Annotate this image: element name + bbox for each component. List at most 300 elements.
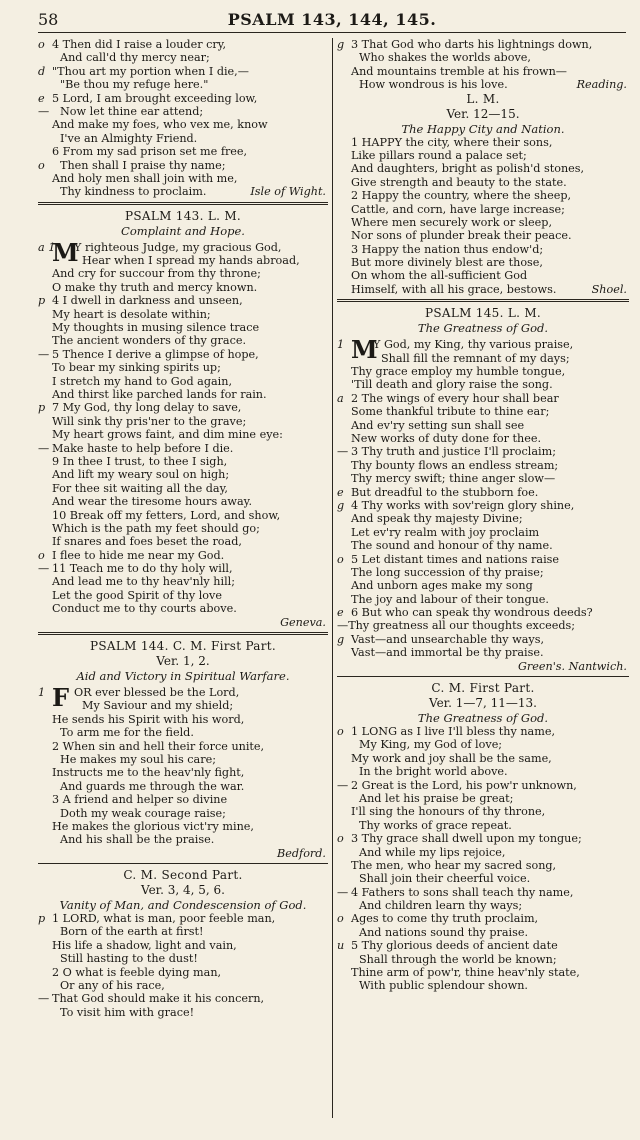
verse-text: 3 Thy grace shall dwell upon my tongue;	[351, 832, 582, 846]
verse-text: But more divinely blest are those,	[351, 256, 543, 270]
verse-line	[337, 805, 629, 818]
dynamics-mark: o	[337, 552, 344, 566]
verse-text: Shall fill the remnant of my days;	[381, 351, 570, 365]
verse-text: Thy mercy swift; thine anger slow—	[351, 472, 556, 486]
verse-text: O make thy truth and mercy known.	[52, 280, 258, 294]
verse-text: He sends his Spirit with his word,	[52, 712, 245, 726]
verse-text: 'Till death and glory raise the song.	[351, 378, 553, 392]
verse-line	[38, 401, 328, 414]
verse-line	[38, 562, 328, 575]
verse-text: And wear the tiresome hours away.	[52, 495, 253, 509]
verse-line	[38, 455, 328, 468]
verse-text: His life a shadow, light and vain,	[52, 938, 237, 952]
verse-line	[337, 765, 629, 778]
verse-text: 3 Happy the nation thus endow'd;	[351, 242, 544, 256]
verse-text: Let the good Spirit of thy love	[52, 588, 222, 602]
verse-line	[337, 243, 629, 256]
verse-text: Thine arm of pow'r, thine heav'nly state,	[351, 966, 580, 980]
verse-line	[337, 269, 629, 282]
verse-text: And make my foes, who vex me, know	[52, 118, 268, 132]
verse-text: Ages to come thy truth proclaim,	[351, 912, 539, 926]
verse-text: Cattle, and corn, have large increase;	[351, 202, 565, 216]
dynamics-mark: e	[337, 606, 344, 620]
dynamics-mark: 1	[337, 338, 345, 352]
tune-name: Isle of Wight.	[250, 185, 326, 199]
verse-line	[337, 203, 629, 216]
second-part-subtitle: Vanity of Man, and Condescension of God.	[59, 898, 307, 913]
verse-line	[38, 267, 328, 280]
verse-line	[38, 375, 328, 388]
verse-text: 2 The wings of every hour shall bear	[351, 391, 559, 405]
verse-line	[38, 468, 328, 481]
verse-text: 4 Thy works with sov'reign glory shine,	[351, 498, 575, 512]
tune-name: Bedford.	[277, 846, 326, 860]
running-title: PSALM 143, 144, 145.	[227, 10, 437, 29]
dynamics-mark: p	[38, 294, 46, 308]
verse-line	[38, 172, 328, 185]
verse-line	[38, 348, 328, 361]
verse-text: My Saviour and my shield;	[82, 699, 234, 713]
second-part-verses: Ver. 3, 4, 5, 6.	[141, 883, 225, 898]
verse-line	[337, 566, 629, 579]
verse-line	[337, 162, 629, 175]
verse-line	[337, 216, 629, 229]
verse-text: To visit him with grace!	[60, 1005, 195, 1019]
verse-line	[38, 321, 328, 334]
verse-text: Himself, with all his grace, bestows.	[351, 282, 557, 296]
section-rule	[337, 676, 629, 677]
tune-name: Geneva.	[280, 615, 326, 629]
tune-name: Green's. Nantwich.	[517, 659, 627, 673]
verse-text: 7 My God, thy long delay to save,	[52, 401, 242, 415]
verse-line	[337, 432, 629, 445]
psalm-144-second-part-conclusion	[337, 38, 629, 92]
verse-line	[38, 118, 328, 131]
verse-line	[38, 522, 328, 535]
dynamics-mark: —	[38, 347, 50, 361]
verse-text: To arm me for the field.	[60, 726, 194, 740]
psalm-144-heading: PSALM 144. C. M. First Part.	[89, 639, 277, 654]
verse-text: 11 Teach me to do thy holy will,	[52, 562, 233, 576]
tune-name: Shoel.	[591, 282, 627, 296]
lm-verses: Ver. 12—15.	[446, 106, 520, 121]
verse-line	[38, 699, 328, 712]
verse-text: And mountains tremble at his frown—	[351, 64, 567, 78]
dynamics-mark: —	[38, 562, 50, 576]
verse-line	[337, 859, 629, 872]
dynamics-mark: a 1	[38, 240, 56, 254]
verse-line	[337, 939, 629, 952]
verse-line	[38, 308, 328, 321]
dynamics-mark: —	[38, 104, 50, 118]
verse-line	[38, 65, 328, 78]
verse-text: Thy bounty flows an endless stream;	[351, 458, 559, 472]
verse-line	[38, 979, 328, 992]
page-number: 58	[38, 10, 59, 29]
verse-line	[38, 713, 328, 726]
verse-text: And his shall be the praise.	[60, 833, 215, 847]
verse-line	[337, 486, 629, 499]
section-rule	[38, 632, 328, 635]
verse-text: My thoughts in musing silence trace	[52, 321, 260, 335]
psalm-144-second-part-text	[38, 912, 328, 1019]
verse-line	[38, 740, 328, 753]
happy-city-text	[337, 136, 629, 297]
verse-text: 10 Break off my fetters, Lord, and show,	[52, 508, 281, 522]
verse-text: My King, my God of love;	[359, 738, 503, 752]
dynamics-mark: o	[337, 912, 344, 926]
verse-text: And thirst like parched lands for rain.	[52, 387, 267, 401]
verse-line	[337, 899, 629, 912]
verse-text: I flee to hide me near my God.	[52, 548, 225, 562]
verse-text: And call'd thy mercy near;	[60, 51, 210, 65]
verse-line	[337, 819, 629, 832]
verse-text: 3 That God who darts his lightnings down,	[351, 38, 593, 51]
verse-line	[337, 953, 629, 966]
psalm-145-subtitle: The Greatness of God.	[417, 321, 549, 336]
verse-text: 4 Fathers to sons shall teach thy name,	[351, 885, 574, 899]
verse-text: And unborn ages make my song	[351, 579, 533, 593]
verse-text: The sound and honour of thy name.	[351, 539, 553, 553]
verse-text: 6 From my sad prison set me free,	[52, 145, 248, 159]
dynamics-mark: p	[38, 912, 46, 926]
verse-text: I've an Almighty Friend.	[60, 131, 198, 145]
verse-line	[38, 105, 328, 118]
verse-line	[38, 820, 328, 833]
verse-line	[38, 780, 328, 793]
verse-text: That God should make it his concern,	[52, 992, 265, 1006]
psalm-145-heading: PSALM 145. L. M.	[424, 306, 542, 321]
verse-text: And cry for succour from thy throne;	[52, 267, 261, 281]
verse-text: 5 Let distant times and nations raise	[351, 552, 560, 566]
verse-text: Conduct me to thy courts above.	[52, 602, 237, 616]
verse-text: Give strength and beauty to the state.	[351, 175, 567, 189]
verse-line	[38, 575, 328, 588]
verse-line	[38, 535, 328, 548]
dynamics-mark: o	[337, 832, 344, 846]
verse-line	[38, 966, 328, 979]
verse-line	[337, 352, 629, 365]
verse-text: Which is the path my feet should go;	[52, 521, 260, 535]
verse-line	[38, 833, 328, 846]
verse-text: 1 LORD, what is man, poor feeble man,	[52, 912, 276, 926]
verse-text: And speak thy majesty Divine;	[351, 512, 523, 526]
verse-line	[337, 792, 629, 805]
verse-line	[38, 482, 328, 495]
cm-verses: Ver. 1—7, 11—13.	[429, 696, 537, 711]
verse-text: Vast—and immortal be thy praise.	[351, 646, 544, 660]
verse-line	[337, 499, 629, 512]
dynamics-mark: o	[337, 725, 344, 739]
verse-line	[337, 738, 629, 751]
verse-line	[337, 619, 629, 632]
dynamics-mark: u	[337, 939, 345, 953]
verse-line	[38, 952, 328, 965]
verse-line	[38, 78, 328, 91]
verse-text: Where men securely work or sleep,	[351, 215, 553, 229]
verse-text: Y righteous Judge, my gracious God,	[74, 240, 282, 254]
dynamics-mark: 1	[38, 686, 46, 700]
verse-text: Then shall I praise thy name;	[60, 158, 226, 172]
tune-name: Reading.	[576, 78, 627, 92]
verse-line	[337, 872, 629, 885]
verse-text: And children learn thy ways;	[359, 899, 523, 913]
verse-text: 2 When sin and hell their force unite,	[52, 739, 265, 753]
verse-text: 1 LONG as I live I'll bless thy name,	[351, 725, 555, 739]
verse-text: My heart grows faint, and dim mine eye:	[52, 428, 283, 442]
verse-line	[337, 725, 629, 738]
verse-line	[38, 807, 328, 820]
verse-line	[38, 185, 328, 198]
verse-line	[337, 365, 629, 378]
verse-text: He makes the glorious vict'ry mine,	[52, 819, 254, 833]
verse-text: Will sink thy pris'ner to the grave;	[52, 414, 247, 428]
verse-text: My work and joy shall be the same,	[351, 751, 552, 765]
section-rule	[337, 299, 629, 302]
verse-text: But dreadful to the stubborn foe.	[351, 485, 539, 499]
verse-text: And guards me through the war.	[60, 779, 245, 793]
verse-text: Thy works of grace repeat.	[359, 818, 512, 832]
verse-line	[337, 979, 629, 992]
verse-line	[337, 553, 629, 566]
verse-text: New works of duty done for thee.	[351, 431, 542, 445]
verse-line	[38, 549, 328, 562]
psalm-143-heading: PSALM 143. L. M.	[124, 208, 242, 223]
verse-line	[38, 912, 328, 925]
verse-text: I stretch my hand to God again,	[52, 374, 233, 388]
section-rule	[38, 863, 328, 864]
verse-text: 3 A friend and helper so divine	[52, 793, 228, 807]
verse-text: How wondrous is his love.	[359, 78, 508, 92]
psalm-143-subtitle: Complaint and Hope.	[121, 223, 245, 238]
verse-text: For thee sit waiting all the day,	[52, 481, 228, 495]
verse-text: 4 Then did I raise a louder cry,	[52, 38, 227, 51]
dynamics-mark: g	[337, 38, 345, 51]
verse-text: I'll sing the honours of thy throne,	[351, 805, 546, 819]
verse-line	[337, 752, 629, 765]
verse-line	[38, 281, 328, 294]
verse-line	[38, 753, 328, 766]
verse-line	[337, 459, 629, 472]
verse-line	[337, 593, 629, 606]
verse-line	[38, 939, 328, 952]
verse-line	[337, 256, 629, 269]
verse-line	[337, 526, 629, 539]
cm-subtitle: The Greatness of God.	[417, 711, 549, 726]
verse-line	[337, 606, 629, 619]
drop-cap: M	[52, 237, 79, 267]
verse-line	[337, 832, 629, 845]
verse-text: To bear my sinking spirits up;	[52, 361, 221, 375]
verse-line	[337, 966, 629, 979]
verse-text: 5 Lord, I am brought exceeding low,	[52, 91, 258, 105]
running-head	[38, 8, 626, 33]
verse-text: "Be thou my refuge here."	[60, 78, 209, 92]
verse-line	[337, 579, 629, 592]
verse-line	[337, 65, 629, 78]
verse-line	[38, 766, 328, 779]
verse-line	[38, 334, 328, 347]
column-divider	[332, 38, 333, 1118]
dynamics-mark: —	[337, 885, 349, 899]
right-column	[337, 38, 629, 993]
verse-text: Still hasting to the dust!	[60, 952, 198, 966]
verse-line	[337, 912, 629, 925]
verse-line	[337, 405, 629, 418]
psalm-145-text	[337, 335, 629, 660]
verse-text: Instructs me to the heav'nly fight,	[52, 766, 245, 780]
verse-line	[337, 419, 629, 432]
verse-text: Shall through the world be known;	[359, 952, 557, 966]
verse-line	[337, 779, 629, 792]
verse-text: Let ev'ry realm with joy proclaim	[351, 525, 540, 539]
verse-text: 2 Happy the country, where the sheep,	[351, 189, 572, 203]
verse-line	[337, 539, 629, 552]
verse-text: If snares and foes beset the road,	[52, 535, 242, 549]
verse-text: 9 In thee I trust, to thee I sigh,	[52, 454, 228, 468]
verse-text: The ancient wonders of thy grace.	[52, 334, 247, 348]
verse-text: 4 I dwell in darkness and unseen,	[52, 294, 243, 308]
verse-line	[337, 229, 629, 242]
verse-text: 5 Thence I derive a glimpse of hope,	[52, 347, 259, 361]
verse-line	[337, 646, 629, 659]
verse-line	[337, 51, 629, 64]
dynamics-mark: e	[337, 485, 344, 499]
verse-line	[337, 38, 629, 51]
verse-text: And lead me to thy heav'nly hill;	[52, 575, 235, 589]
verse-line	[38, 415, 328, 428]
verse-text: Shall join their cheerful voice.	[359, 872, 531, 886]
verse-line	[38, 38, 328, 51]
verse-line	[337, 189, 629, 202]
verse-text: The joy and labour of their tongue.	[351, 592, 549, 606]
verse-text: 2 O what is feeble dying man,	[52, 965, 222, 979]
verse-line	[337, 78, 629, 91]
psalm-142-conclusion	[38, 38, 328, 199]
verse-text: Or any of his race,	[60, 979, 165, 993]
verse-text: 6 But who can speak thy wondrous deeds?	[351, 606, 593, 620]
verse-line	[38, 132, 328, 145]
verse-line	[38, 294, 328, 307]
psalm-143-text	[38, 237, 328, 616]
verse-text: Some thankful tribute to thine ear;	[351, 405, 550, 419]
cm-heading: C. M. First Part.	[431, 681, 535, 696]
verse-line	[337, 512, 629, 525]
dynamics-mark: a	[337, 391, 344, 405]
verse-text: Like pillars round a palace set;	[351, 148, 527, 162]
verse-text: Who shakes the worlds above,	[359, 51, 531, 65]
dynamics-mark: g	[337, 498, 345, 512]
verse-text: —Thy greatness all our thoughts exceeds;	[337, 619, 576, 633]
verse-line	[337, 846, 629, 859]
dynamics-mark: g	[337, 632, 345, 646]
left-column	[38, 38, 328, 1019]
dynamics-mark: —	[38, 992, 50, 1006]
verse-text: The long succession of thy praise;	[351, 565, 544, 579]
verse-text: OR ever blessed be the Lord,	[74, 686, 240, 700]
psalm-145-cm-text	[337, 725, 629, 993]
verse-text: And nations sound thy praise.	[359, 925, 529, 939]
verse-text: 5 Thy glorious deeds of ancient date	[351, 939, 558, 953]
verse-line	[38, 145, 328, 158]
second-part-heading: C. M. Second Part.	[123, 868, 243, 883]
dynamics-mark: p	[38, 401, 46, 415]
lm-subtitle: The Happy City and Nation.	[401, 121, 565, 136]
verse-line	[38, 589, 328, 602]
verse-line	[38, 602, 328, 615]
verse-text: 3 Thy truth and justice I'll proclaim;	[351, 445, 556, 459]
verse-text: Thy grace employ my humble tongue,	[351, 365, 566, 379]
verse-text: The men, who hear my sacred song,	[351, 858, 557, 872]
verse-line	[38, 442, 328, 455]
verse-text: 2 Great is the Lord, his pow'r unknown,	[351, 778, 577, 792]
verse-text: Hear when I spread my hands abroad,	[82, 254, 300, 268]
verse-line	[38, 992, 328, 1005]
verse-line	[337, 472, 629, 485]
verse-line	[38, 726, 328, 739]
dynamics-mark: o	[38, 158, 45, 172]
dynamics-mark: o	[38, 548, 45, 562]
verse-text: Nor sons of plunder break their peace.	[351, 229, 572, 243]
verse-text: On whom the all-sufficient God	[351, 269, 528, 283]
verse-text: Doth my weak courage raise;	[60, 806, 226, 820]
verse-line	[337, 445, 629, 458]
verse-line	[38, 92, 328, 105]
verse-line	[337, 926, 629, 939]
dynamics-mark: —	[337, 778, 349, 792]
verse-text: And ev'ry setting sun shall see	[351, 418, 525, 432]
verse-line	[337, 392, 629, 405]
verse-line	[38, 793, 328, 806]
psalm-144-first-part-text	[38, 683, 328, 847]
verse-text: 1 HAPPY the city, where their sons,	[351, 135, 553, 149]
verse-text: Make haste to help before I die.	[52, 441, 234, 455]
verse-text: Y God, my King, thy various praise,	[373, 338, 574, 352]
verse-line	[337, 378, 629, 391]
verse-text: Vast—and unsearchable thy ways,	[351, 632, 545, 646]
verse-text: Born of the earth at first!	[60, 925, 204, 939]
verse-line	[38, 495, 328, 508]
verse-text: My heart is desolate within;	[52, 307, 211, 321]
section-rule	[38, 202, 328, 205]
verse-line	[38, 388, 328, 401]
verse-line	[337, 283, 629, 296]
psalm-144-subtitle: Aid and Victory in Spiritual Warfare.	[76, 669, 290, 684]
verse-text: With public splendour shown.	[359, 979, 528, 993]
dynamics-mark: e	[38, 91, 45, 105]
verse-text: And let his praise be great;	[359, 791, 514, 805]
verse-text: And lift my weary soul on high;	[52, 468, 230, 482]
verse-text: And holy men shall join with me,	[52, 171, 238, 185]
dynamics-mark: —	[337, 445, 349, 459]
verse-text: And while my lips rejoice,	[359, 845, 506, 859]
verse-line	[38, 361, 328, 374]
verse-text: "Thou art my portion when I die,—	[52, 64, 249, 78]
drop-cap: M	[351, 335, 378, 365]
verse-line	[337, 886, 629, 899]
verse-line	[38, 1006, 328, 1019]
verse-line	[337, 149, 629, 162]
verse-line	[38, 428, 328, 441]
verse-text: And daughters, bright as polish'd stones,	[351, 162, 585, 176]
verse-line	[337, 176, 629, 189]
verse-line	[38, 925, 328, 938]
psalm-144-verses: Ver. 1, 2.	[156, 654, 210, 669]
lm-heading: L. M.	[466, 91, 500, 106]
verse-text: Thy kindness to proclaim.	[60, 185, 207, 199]
verse-line	[337, 136, 629, 149]
verse-text: Now let thine ear attend;	[60, 104, 204, 118]
